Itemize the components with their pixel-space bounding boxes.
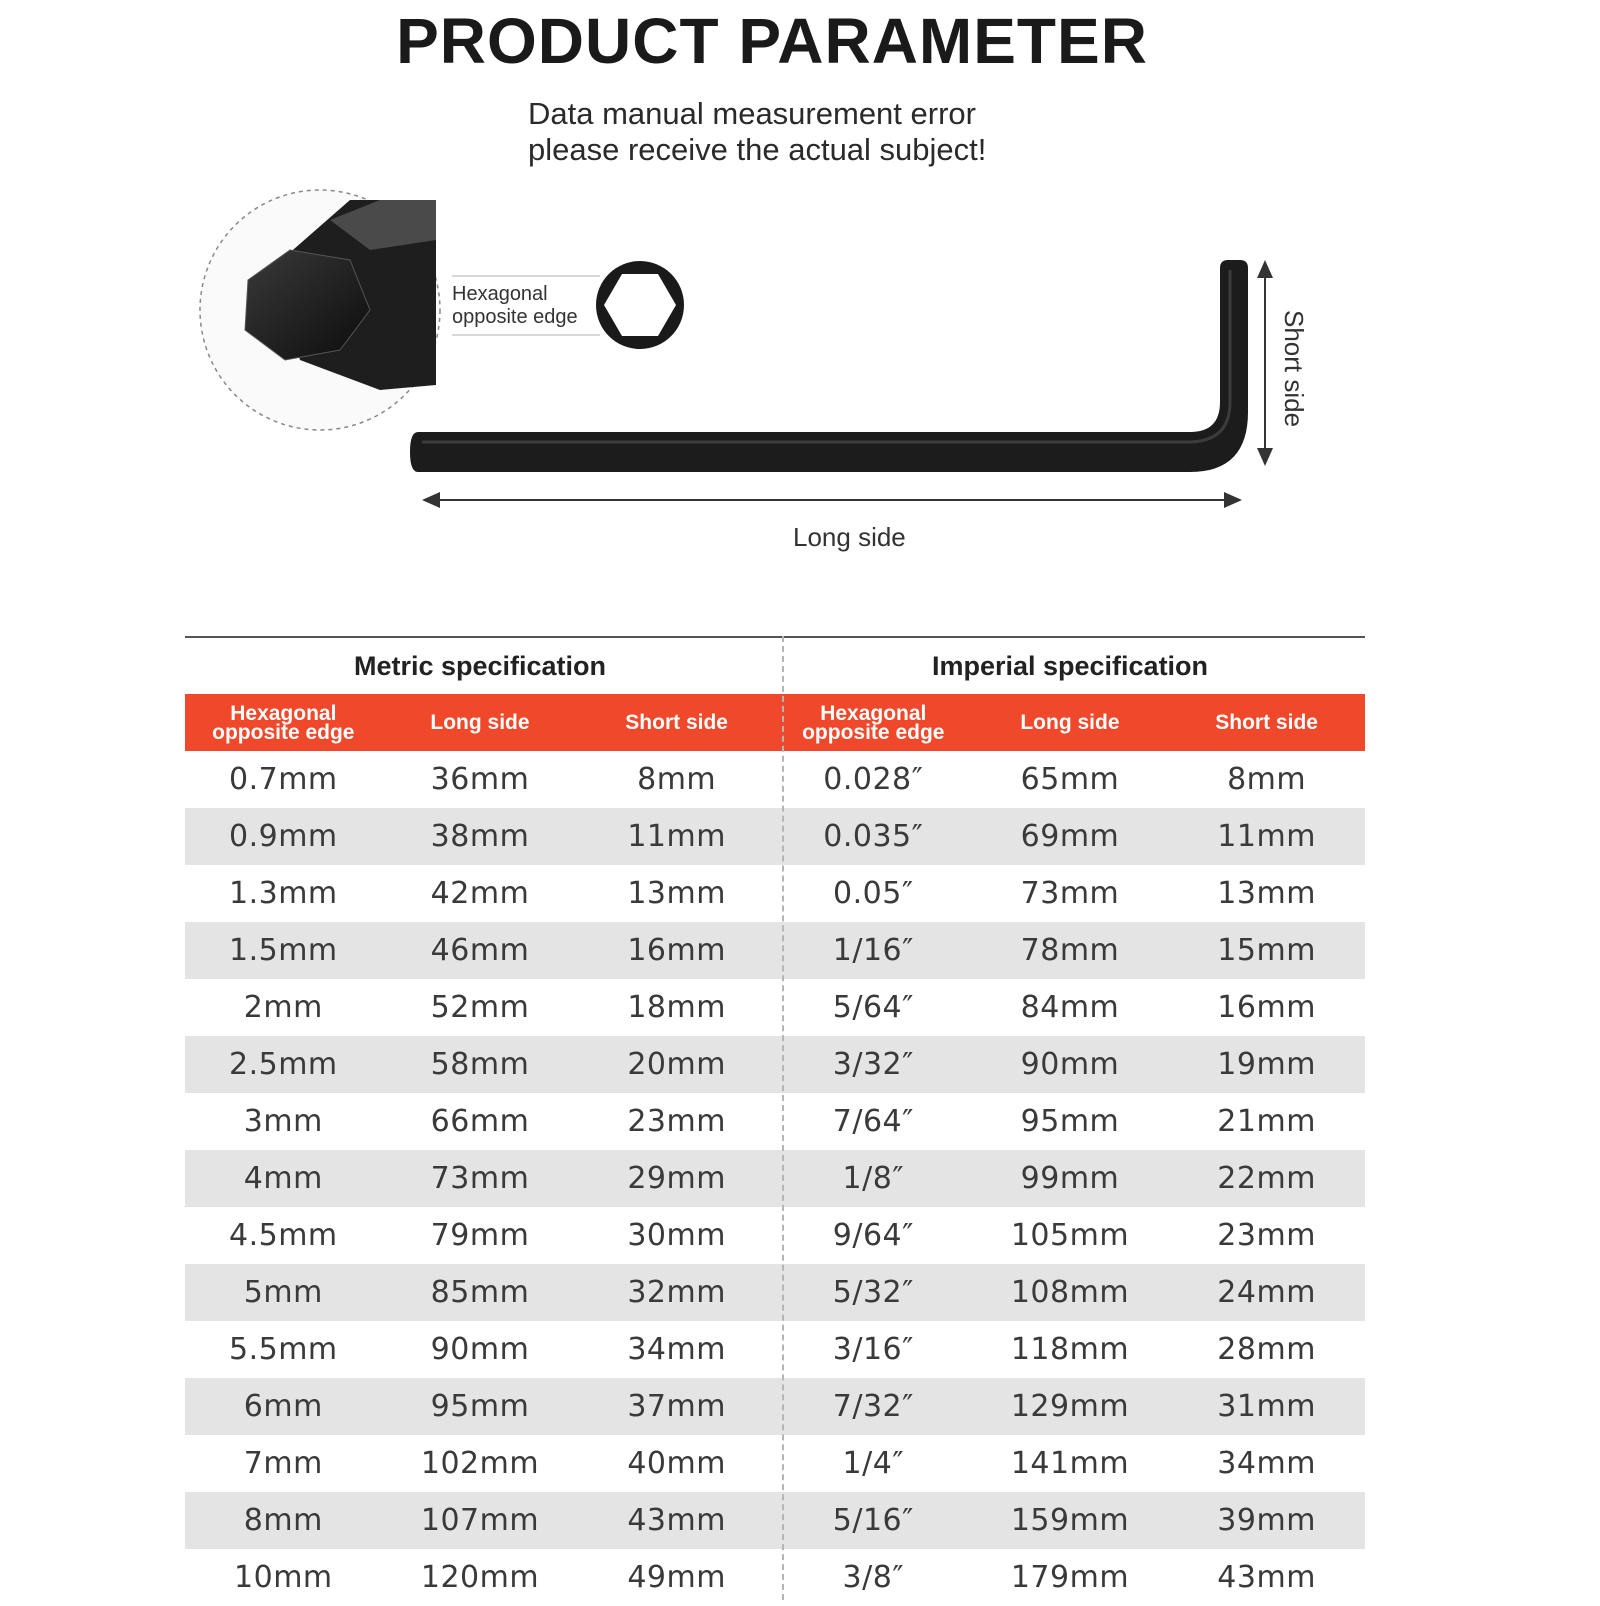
cell-metric-hex: 1.5mm [228, 933, 338, 968]
col-header-metric-short: Short side [625, 711, 728, 734]
cell-imperial-short: 15mm [1217, 933, 1316, 968]
metric-imperial-divider [782, 636, 784, 1600]
cell-imperial-long: 108mm [1010, 1275, 1130, 1310]
cell-metric-short: 43mm [627, 1503, 726, 1538]
table-row [185, 1549, 1365, 1606]
cell-metric-hex: 7mm [243, 1446, 323, 1481]
table-row [185, 1492, 1365, 1549]
table-row [185, 751, 1365, 808]
cell-imperial-short: 24mm [1217, 1275, 1316, 1310]
cell-imperial-long: 99mm [1020, 1161, 1120, 1196]
cell-metric-long: 58mm [430, 1047, 530, 1082]
cell-imperial-short: 34mm [1217, 1446, 1316, 1481]
imperial-heading: Imperial specification [931, 650, 1209, 681]
table-row [185, 1264, 1365, 1321]
hex-label-line-2: opposite edge [452, 306, 578, 328]
metric-heading: Metric specification [353, 650, 607, 681]
col-header-metric-long: Long side [430, 711, 530, 734]
cell-imperial-short: 43mm [1217, 1560, 1316, 1595]
table-row [185, 1093, 1365, 1150]
cell-metric-long: 38mm [430, 819, 530, 854]
table-row [185, 1207, 1365, 1264]
cell-metric-hex: 8mm [243, 1503, 323, 1538]
col-header-metric-hex: Hexagonal opposite edge [212, 701, 355, 744]
wrench-diagram [190, 180, 1360, 570]
table-row [185, 1036, 1365, 1093]
col-header-imperial-short: Short side [1215, 711, 1318, 734]
cell-metric-hex: 4mm [243, 1161, 323, 1196]
cell-metric-short: 16mm [627, 933, 726, 968]
cell-imperial-short: 39mm [1217, 1503, 1316, 1538]
cell-metric-hex: 6mm [243, 1389, 323, 1424]
cell-metric-long: 95mm [430, 1389, 530, 1424]
cell-imperial-hex: 3/16″ [832, 1332, 914, 1367]
long-side-label: Long side [793, 522, 906, 552]
cell-imperial-hex: 7/64″ [832, 1104, 914, 1139]
cell-imperial-short: 13mm [1217, 876, 1316, 911]
cell-imperial-hex: 1/4″ [842, 1446, 905, 1481]
cell-imperial-long: 159mm [1010, 1503, 1130, 1538]
cell-imperial-hex: 9/64″ [832, 1218, 914, 1253]
cell-metric-hex: 4.5mm [228, 1218, 338, 1253]
page-title: PRODUCT PARAMETER [396, 5, 1148, 77]
cell-imperial-hex: 5/32″ [832, 1275, 914, 1310]
cell-imperial-short: 19mm [1217, 1047, 1316, 1082]
cell-metric-short: 20mm [627, 1047, 726, 1082]
cell-imperial-long: 78mm [1020, 933, 1120, 968]
cell-imperial-short: 31mm [1217, 1389, 1316, 1424]
table-row [185, 1435, 1365, 1492]
cell-imperial-long: 69mm [1020, 819, 1120, 854]
cell-imperial-long: 90mm [1020, 1047, 1120, 1082]
cell-imperial-hex: 3/8″ [842, 1560, 905, 1595]
cell-metric-long: 52mm [430, 990, 530, 1025]
cell-metric-long: 85mm [430, 1275, 530, 1310]
cell-metric-short: 30mm [627, 1218, 726, 1253]
cell-imperial-short: 23mm [1217, 1218, 1316, 1253]
table-row [185, 979, 1365, 1036]
cell-metric-hex: 3mm [243, 1104, 323, 1139]
cell-metric-hex: 1.3mm [228, 876, 338, 911]
cell-metric-short: 32mm [627, 1275, 726, 1310]
spec-section-headers [185, 638, 1365, 694]
cell-imperial-hex: 5/16″ [832, 1503, 914, 1538]
cell-metric-long: 36mm [430, 762, 530, 797]
table-row [185, 808, 1365, 865]
disclaimer-line-1: Data manual measurement error [528, 96, 976, 131]
cell-metric-short: 29mm [627, 1161, 726, 1196]
cell-imperial-long: 95mm [1020, 1104, 1120, 1139]
wrench-tip-closeup [200, 190, 440, 430]
table-row [185, 1378, 1365, 1435]
hex-label-line-1: Hexagonal [452, 283, 548, 305]
cell-metric-long: 66mm [430, 1104, 530, 1139]
col-header-imperial-hex: Hexagonal opposite edge [802, 701, 945, 744]
cell-metric-long: 73mm [430, 1161, 530, 1196]
cell-metric-hex: 0.9mm [228, 819, 338, 854]
cell-metric-hex: 10mm [234, 1560, 333, 1595]
cell-metric-short: 11mm [627, 819, 726, 854]
cell-imperial-long: 129mm [1010, 1389, 1130, 1424]
cell-metric-short: 13mm [627, 876, 726, 911]
cell-metric-hex: 5mm [243, 1275, 323, 1310]
table-row [185, 922, 1365, 979]
cell-imperial-short: 16mm [1217, 990, 1316, 1025]
cell-metric-short: 37mm [627, 1389, 726, 1424]
cell-metric-long: 42mm [430, 876, 530, 911]
cell-imperial-long: 65mm [1020, 762, 1120, 797]
cell-metric-short: 49mm [627, 1560, 726, 1595]
cell-metric-hex: 2mm [243, 990, 323, 1025]
cell-imperial-long: 105mm [1010, 1218, 1130, 1253]
cell-imperial-hex: 1/8″ [842, 1161, 905, 1196]
cell-metric-long: 120mm [420, 1560, 540, 1595]
table-row [185, 1321, 1365, 1378]
cell-imperial-long: 84mm [1020, 990, 1120, 1025]
table-body [185, 751, 1365, 1606]
cell-imperial-short: 22mm [1217, 1161, 1316, 1196]
disclaimer [528, 96, 986, 168]
cell-metric-long: 79mm [430, 1218, 530, 1253]
cell-imperial-long: 141mm [1010, 1446, 1130, 1481]
cell-imperial-hex: 0.035″ [823, 819, 924, 854]
cell-imperial-long: 73mm [1020, 876, 1120, 911]
column-header-row [185, 694, 1365, 751]
cell-metric-short: 18mm [627, 990, 726, 1025]
cell-metric-long: 102mm [420, 1446, 540, 1481]
spec-table [185, 636, 1365, 1606]
cell-imperial-hex: 7/32″ [832, 1389, 914, 1424]
short-side-label: Short side [1279, 310, 1309, 428]
cell-imperial-hex: 5/64″ [832, 990, 914, 1025]
cell-imperial-hex: 1/16″ [832, 933, 914, 968]
cell-imperial-short: 8mm [1227, 762, 1307, 797]
cell-imperial-long: 118mm [1010, 1332, 1130, 1367]
cell-metric-long: 90mm [430, 1332, 530, 1367]
cell-imperial-hex: 0.028″ [823, 762, 924, 797]
cell-imperial-hex: 0.05″ [833, 876, 914, 911]
cell-imperial-short: 28mm [1217, 1332, 1316, 1367]
table-row [185, 865, 1365, 922]
disclaimer-line-2: please receive the actual subject! [528, 132, 987, 167]
cell-imperial-short: 11mm [1217, 819, 1316, 854]
cell-metric-hex: 5.5mm [228, 1332, 338, 1367]
table-row [185, 1150, 1365, 1207]
cell-imperial-long: 179mm [1010, 1560, 1130, 1595]
cell-metric-short: 8mm [637, 762, 717, 797]
cell-metric-short: 34mm [627, 1332, 726, 1367]
hexagon-icon [596, 261, 684, 349]
cell-imperial-short: 21mm [1217, 1104, 1316, 1139]
cell-metric-short: 40mm [627, 1446, 726, 1481]
cell-metric-short: 23mm [627, 1104, 726, 1139]
cell-metric-long: 46mm [430, 933, 530, 968]
col-header-imperial-long: Long side [1020, 711, 1120, 734]
cell-metric-hex: 0.7mm [228, 762, 338, 797]
cell-metric-hex: 2.5mm [228, 1047, 338, 1082]
cell-imperial-hex: 3/32″ [832, 1047, 914, 1082]
cell-metric-long: 107mm [420, 1503, 540, 1538]
